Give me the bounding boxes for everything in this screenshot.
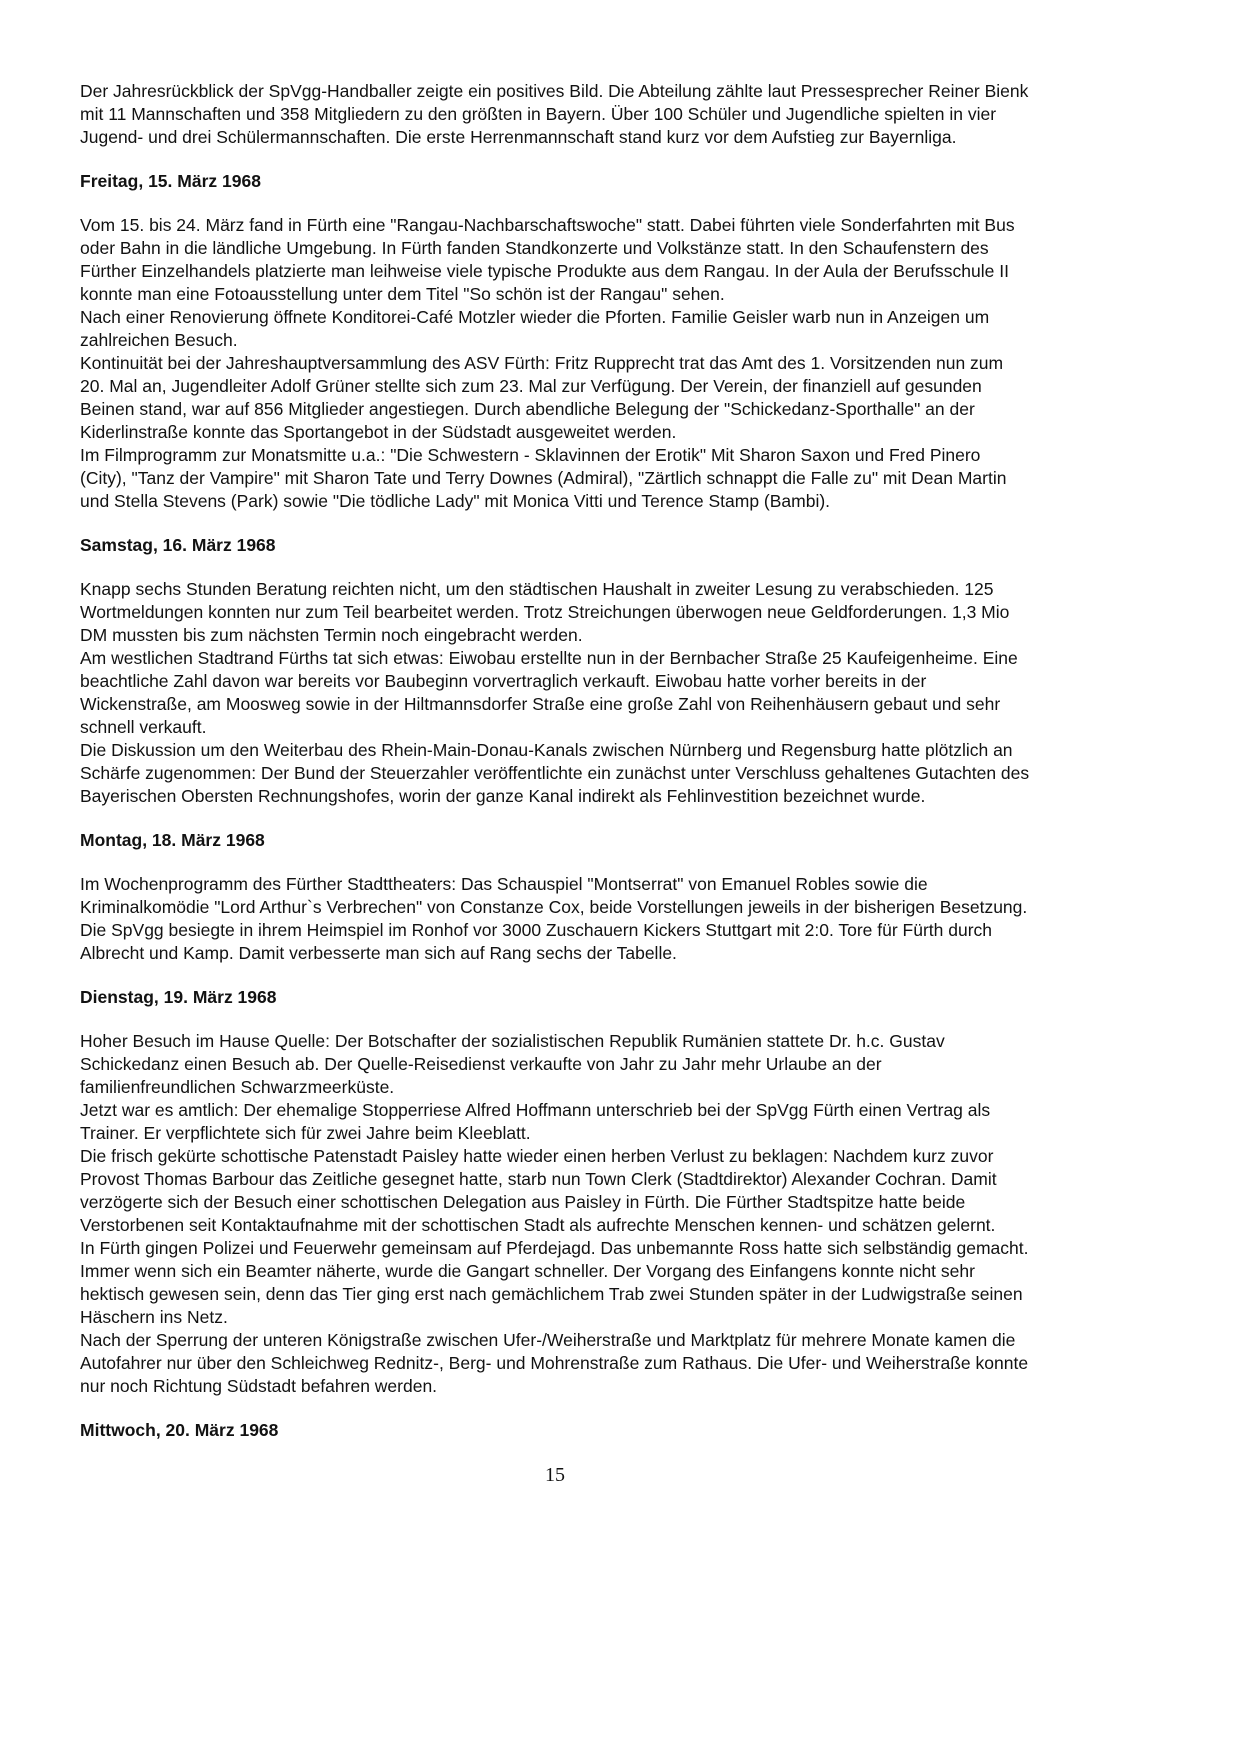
paragraph: Die SpVgg besiegte in ihrem Heimspiel im Ronhof vor 3000 Zuschauern Kickers Stuttgart mit 2:0. Tore für Fürth durch Albrecht und Kamp. Damit verbesserte man sich auf Rang sechs der Tabelle. <box>80 920 993 963</box>
section-intro <box>80 80 1030 149</box>
page-number: 15 <box>545 1464 565 1486</box>
paragraph: Vom 15. bis 24. März fand in Fürth eine "Rangau-Nachbarschaftswoche" statt. Dabei führten viele Sonderfahrten mit Bus oder Bahn in die ländliche Umgebung. In Fürth fanden Standkonzerte und Volkstänze statt. In den Schaufenstern des Fürther Einzelhandels platzierte man leihweise viele typische Produkte aus dem Rangau. In der Aula der Berufsschule II konnte man eine Fotoausstellung unter dem Titel "So schön ist der Rangau" sehen. <box>80 215 1015 304</box>
paragraph: Im Wochenprogramm des Fürther Stadttheaters: Das Schauspiel "Montserrat" von Emanuel Robles sowie die Kriminalkomödie "Lord Arthur`s Verbrechen" von Constanze Cox, beide Vorstellungen jeweils in der bisherigen Besetzung. <box>80 874 1028 917</box>
paragraph: Am westlichen Stadtrand Fürths tat sich etwas: Eiwobau erstellte nun in der Bernbacher Straße 25 Kaufeigenheime. Eine beachtliche Zahl davon war bereits vor Baubeginn vorvertraglich verkauft. Eiwobau hatte vorher bereits in der Wickenstraße, am Moosweg sowie in der Hiltmannsdorfer Straße eine große Zahl von Reihenhäusern gebaut und sehr schnell verkauft. <box>80 648 1018 737</box>
date-heading: Mittwoch, 20. März 1968 <box>80 1420 279 1440</box>
date-heading: Samstag, 16. März 1968 <box>80 535 276 555</box>
paragraph: Kontinuität bei der Jahreshauptversammlung des ASV Fürth: Fritz Rupprecht trat das Amt des 1. Vorsitzenden nun zum 20. Mal an, Jugendleiter Adolf Grüner stellte sich zum 23. Mal zur Verfügung. Der Verein, der finanziell auf gesunden Beinen stand, war auf 856 Mitglieder angestiegen. Durch abendliche Belegung der "Schickedanz-Sporthalle" an der Kiderlinstraße konnte das Sportangebot in der Südstadt ausgeweitet werden. <box>80 353 1004 442</box>
paragraph: Hoher Besuch im Hause Quelle: Der Botschafter der sozialistischen Republik Rumänien stattete Dr. h.c. Gustav Schickedanz einen Besuch ab. Der Quelle-Reisedienst verkaufte von Jahr zu Jahr mehr Urlaube an der familienfreundlichen Schwarzmeerküste. <box>80 1031 945 1097</box>
date-heading: Montag, 18. März 1968 <box>80 830 265 850</box>
paragraph: Nach der Sperrung der unteren Königstraße zwischen Ufer-/Weiherstraße und Marktplatz für mehrere Monate kamen die Autofahrer nur über den Schleichweg Rednitz-, Berg- und Mohrenstraße zum Rathaus. Die Ufer- und Weiherstraße konnte nur noch Richtung Südstadt befahren werden. <box>80 1330 1029 1396</box>
section-1968-03-15 <box>80 170 1030 513</box>
paragraph: Knapp sechs Stunden Beratung reichten nicht, um den städtischen Haushalt in zweiter Lesung zu verabschieden. 125 Wortmeldungen konnten nur zum Teil bearbeitet werden. Trotz Streichungen überwogen neue Geldforderungen. 1,3 Mio DM mussten bis zum nächsten Termin noch eingebracht werden. <box>80 579 1010 645</box>
date-heading: Freitag, 15. März 1968 <box>80 171 261 191</box>
paragraph: Jetzt war es amtlich: Der ehemalige Stopperriese Alfred Hoffmann unterschrieb bei der SpVgg Fürth einen Vertrag als Trainer. Er verpflichtete sich für zwei Jahre beim Kleeblatt. <box>80 1100 991 1143</box>
paragraph: Die Diskussion um den Weiterbau des Rhein-Main-Donau-Kanals zwischen Nürnberg und Regensburg hatte plötzlich an Schärfe zugenommen: Der Bund der Steuerzahler veröffentlichte ein zunächst unter Verschluss gehaltenes Gutachten des Bayerischen Obersten Rechnungshofes, worin der ganze Kanal indirekt als Fehlinvestition bezeichnet wurde. <box>80 740 1030 806</box>
section-1968-03-19 <box>80 986 1030 1398</box>
paragraph: Nach einer Renovierung öffnete Konditorei-Café Motzler wieder die Pforten. Familie Geisler warb nun in Anzeigen um zahlreichen Besuch. <box>80 307 990 350</box>
paragraph: Die frisch gekürte schottische Patenstadt Paisley hatte wieder einen herben Verlust zu beklagen: Nachdem kurz zuvor Provost Thomas Barbour das Zeitliche gesegnet hatte, starb nun Town Clerk (Stadtdirektor) Alexander Cochran. Damit verzögerte sich der Besuch einer schottischen Delegation aus Paisley in Fürth. Die Fürther Stadtspitze hatte beide Verstorbenen seit Kontaktaufnahme mit der schottischen Stadt als aufrechte Menschen kennen- und schätzen gelernt. <box>80 1146 997 1235</box>
section-1968-03-20 <box>80 1419 1030 1442</box>
paragraph: Der Jahresrückblick der SpVgg-Handballer zeigte ein positives Bild. Die Abteilung zählte laut Pressesprecher Reiner Bienk mit 11 Mannschaften und 358 Mitgliedern zu den größten in Bayern. Über 100 Schüler und Jugendliche spielten in vier Jugend- und drei Schülermannschaften. Die erste Herrenmannschaft stand kurz vor dem Aufstieg zur Bayernliga. <box>80 81 1029 147</box>
paragraph: In Fürth gingen Polizei und Feuerwehr gemeinsam auf Pferdejagd. Das unbemannte Ross hatte sich selbständig gemacht. Immer wenn sich ein Beamter näherte, wurde die Gangart schneller. Der Vorgang des Einfangens konnte nicht sehr hektisch gewesen sein, denn das Tier ging erst nach gemächlichem Trab zwei Stunden später in der Ludwigstraße seinen Häschern ins Netz. <box>80 1238 1029 1327</box>
section-1968-03-16 <box>80 534 1030 808</box>
date-heading: Dienstag, 19. März 1968 <box>80 987 277 1007</box>
section-1968-03-18 <box>80 829 1030 965</box>
paragraph: Im Filmprogramm zur Monatsmitte u.a.: "Die Schwestern - Sklavinnen der Erotik" Mit Sharon Saxon und Fred Pinero (City), "Tanz der Vampire" mit Sharon Tate und Terry Downes (Admiral), "Zärtlich schnappt die Falle zu" mit Dean Martin und Stella Stevens (Park) sowie "Die tödliche Lady" mit Monica Vitti und Terence Stamp (Bambi). <box>80 445 1007 511</box>
